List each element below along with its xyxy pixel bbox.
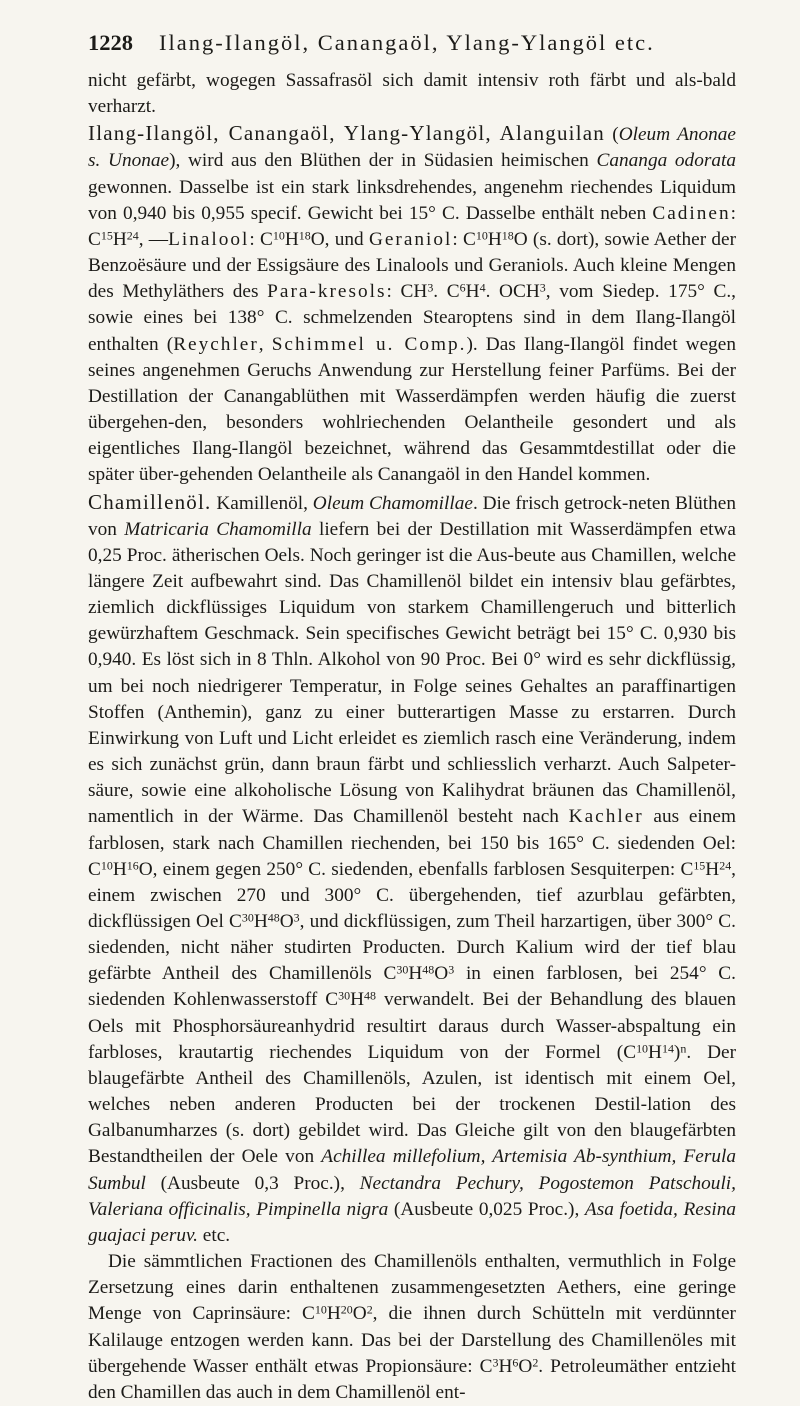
text-run: ), wird aus den Blüthen der in Südasien heimischen — [169, 150, 597, 172]
text-run: , — [258, 333, 272, 355]
formula-superscript: 48 — [267, 910, 280, 925]
spaced-name: Schimmel u. Comp. — [271, 333, 467, 355]
text-run: H — [112, 858, 127, 880]
text-run: , — — [138, 228, 169, 250]
text-run: . Die frisch getrock-neten Blüthen von — [88, 492, 736, 540]
formula-superscript: 3 — [539, 280, 546, 295]
formula-superscript: 10 — [100, 858, 113, 873]
text-run: . Der blaugefärbte Antheil des Chamillenöls, Azulen, ist identisch mit einem Oel, welches neben anderen Producten bei der trockenen Destil-lation des Galbanumharzes (s. dort) gebildet wird. Das Gleiche gilt von den blaugefärbten Bestandtheilen der Oele von — [88, 1041, 737, 1168]
text-run: O, und — [310, 228, 369, 250]
formula-superscript: 48 — [422, 962, 435, 977]
text-run: : C — [452, 228, 476, 250]
text-run: ( — [604, 124, 619, 146]
text-run: O — [352, 1303, 367, 1325]
formula-superscript: 3 — [293, 910, 300, 925]
formula-superscript: 14 — [661, 1041, 674, 1056]
formula-superscript: 2 — [532, 1355, 539, 1370]
formula-superscript: 30 — [396, 962, 409, 977]
formula-superscript: n — [680, 1041, 687, 1056]
formula-superscript: 18 — [298, 228, 311, 243]
spaced-name: Linalool — [168, 228, 250, 250]
formula-superscript: 18 — [501, 228, 514, 243]
text-run: nicht gefärbt, wogegen Sassafrasöl sich damit intensiv roth färbt und als-bald verharzt. — [88, 70, 736, 118]
text-run: H — [487, 228, 502, 250]
text-run: Die sämmtlichen Fractionen des Chamillenöls enthalten, vermuthlich in Folge Zersetzung eines darin enthaltenen zusammengesetzten Aethers, eine geringe Menge von Caprinsäure: C — [88, 1251, 736, 1325]
body-text — [88, 68, 736, 1406]
formula-superscript: 10 — [636, 1041, 649, 1056]
formula-superscript: 10 — [272, 228, 285, 243]
italic-text: Oleum Anonae s. Unonae — [88, 124, 736, 172]
text-run: H — [648, 1041, 662, 1063]
spaced-name: Reychler — [173, 333, 259, 355]
italic-text: Matricaria Chamomilla — [124, 518, 312, 540]
formula-superscript: 15 — [693, 858, 706, 873]
text-run: (Ausbeute 0,025 Proc.), — [388, 1198, 585, 1220]
running-head: Ilang-Ilangöl, Canangaöl, Ylang-Ylangöl etc. — [159, 30, 655, 55]
spaced-name: Kachler — [568, 806, 644, 828]
text-run: gewonnen. Dasselbe ist ein stark linksdrehendes, angenehm riechendes Liquidum von 0,940 bis 0,955 specif. Gewicht bei 15° C. Dasselbe enthält neben — [88, 176, 736, 224]
text-run: ) — [673, 1041, 681, 1063]
formula-superscript: 6 — [459, 280, 466, 295]
text-run: in einen farblosen, bei 254° C. siedenden Kohlenwasserstoff C — [88, 963, 736, 1011]
formula-superscript: 30 — [241, 910, 254, 925]
formula-superscript: 6 — [512, 1355, 519, 1370]
text-run: H — [408, 963, 423, 985]
text-run: H — [498, 1355, 513, 1377]
text-run: verwandelt. Bei der Behandlung des blauen Oels mit Phosphorsäureanhydrid resultirt daraus durch Wasser-abspaltung ein farbloses, krautartig riechendes Liquidum von der Formel (C — [88, 989, 736, 1063]
text-run: O (s. dort), sowie Aether der Benzoësäure und der Essigsäure des Linalools und Geraniols. Auch kleine Mengen des Methyläthers des — [88, 228, 736, 303]
formula-superscript: 48 — [364, 989, 376, 1004]
text-run: O — [279, 911, 294, 932]
text-run: O, einem gegen 250° C. siedenden, ebenfalls farblosen Sesquiterpen: C — [138, 858, 694, 880]
formula-superscript: 24 — [719, 858, 732, 873]
text-run: . C — [433, 281, 460, 303]
formula-superscript: 15 — [100, 228, 113, 243]
formula-superscript: 10 — [475, 228, 488, 243]
text-run: H — [284, 228, 299, 250]
formula-superscript: 30 — [338, 989, 351, 1004]
text-run: : C — [249, 228, 273, 250]
text-run: : C — [88, 202, 736, 250]
text-run: etc. — [197, 1224, 231, 1246]
text-run: : CH — [386, 281, 428, 303]
text-run: Kamillenöl, — [211, 492, 313, 514]
section-heading: Chamillenöl. — [88, 489, 212, 514]
formula-superscript: 4 — [479, 280, 486, 295]
italic-text: Asa foetida, Resina guajaci peruv. — [88, 1198, 736, 1246]
text-run: H — [112, 228, 127, 250]
page-header — [88, 30, 744, 56]
text-run: H — [326, 1303, 341, 1325]
italic-text: Cananga odorata — [596, 150, 736, 172]
section-heading: Ilang-Ilangöl, Canangaöl, Ylang-Ylangöl, Alanguilan — [88, 121, 605, 146]
page-number: 1228 — [88, 30, 133, 55]
text-run: ). Das Ilang-Ilangöl findet wegen seines angenehmen Geruchs Anwendung zur Herstellung feiner Parfüms. Bei der Destillation der Canangablüthen mit Wasserdämpfen werden häufig die zuerst übergehen-den, besonders wohlriechenden Oelantheile gesondert und als eigentliches Ilang-Ilangöl bezeichnet, während das Gesammtdestillat oder die später über-gehenden Oelantheile als Canangaöl in den Handel kommen. — [88, 333, 736, 486]
spaced-name: Cadinen — [652, 202, 731, 224]
text-run: , die ihnen durch Schütteln mit verdünnter Kalilauge entzogen werden kann. Das bei der Darstellung des Chamillenöles mit übergehende Wasser enthält etwas Propionsäure: C — [88, 1303, 736, 1377]
text-run: , einem zwischen 270 und 300° C. übergehenden, tief azurblau gefärbten, dickflüssigen Oel C — [88, 858, 736, 932]
formula-superscript: 20 — [340, 1302, 353, 1317]
text-run: . OCH — [485, 281, 540, 303]
text-run: H — [350, 989, 365, 1011]
text-run: . Petroleumäther entzieht den Chamillen das auch in dem Chamillenöl ent- — [88, 1355, 736, 1403]
formula-superscript: 3 — [448, 962, 455, 977]
text-run: aus einem farblosen, stark nach Chamillen riechenden, bei 150 bis 165° C. siedenden Oel: C — [88, 806, 736, 880]
formula-superscript: 10 — [314, 1302, 327, 1317]
spaced-name: Para-kresols — [267, 281, 387, 303]
formula-superscript: 2 — [366, 1302, 373, 1317]
text-run: H — [705, 858, 720, 880]
formula-superscript: 24 — [126, 228, 139, 243]
spaced-name: Geraniol — [368, 228, 453, 250]
paragraph — [88, 1249, 736, 1406]
paragraph — [88, 120, 736, 488]
text-run: , und dickflüssigen, zum Theil harzartigen, über 300° C. siedenden, nicht näher studirten Producten. Durch Kalium wird der tief blau gefärbte Antheil des Chamillenöls C — [88, 911, 736, 985]
text-run: H — [253, 911, 268, 932]
paragraph — [88, 489, 736, 1250]
italic-text: Oleum Chamomillae — [312, 492, 473, 514]
text-run: H — [465, 281, 480, 303]
text-run: O — [434, 963, 449, 985]
text-run: liefern bei der Destillation mit Wasserdämpfen etwa 0,25 Proc. ätherischen Oels. Noch geringer ist die Aus-beute aus Chamillen, welche längere Zeit aufbewahrt sind. Das Chamillenöl bildet ein intensiv blau gefärbtes, ziemlich dickflüssiges Liquidum von starkem Chamillengeruch und bitterlich gewürzhaftem Geschmack. Sein specifisches Gewicht beträgt bei 15° C. 0,930 bis 0,940. Es löst sich in 8 Thln. Alkohol von 90 Proc. Bei 0° wird es sehr dickflüssig, um bei noch niedrigerer Temperatur, in Folge seines Gehaltes an paraffinartigen Stoffen (Anthemin), ganz zu einer butterartigen Masse zu erstarren. Durch Einwirkung von Luft und Licht erleidet es ziemlich rasch eine Veränderung, indem es sich zunächst grün, dann braun färbt und schliesslich verharzt. Auch Salpeter-säure, sowie eine alkoholische Lösung von Kalihydrat bräunen das Chamillenöl, namentlich in der Wärme. Das Chamillenöl besteht nach — [88, 518, 736, 828]
text-run: , vom Siedep. 175° C., sowie eines bei 138° C. schmelzenden Stearoptens sind in dem Ilang-Ilangöl enthalten ( — [88, 281, 736, 355]
text-run: O — [518, 1355, 533, 1377]
text-run: (Ausbeute 0,3 Proc.), — [145, 1172, 360, 1194]
formula-superscript: 3 — [427, 280, 434, 295]
italic-text: Achillea millefolium, Artemisia Ab-synthium, Ferula Sumbul — [88, 1146, 736, 1194]
italic-text: Nectandra Pechury, Pogostemon Patschouli, Valeriana officinalis, Pimpinella nigra — [88, 1172, 736, 1220]
formula-superscript: 3 — [492, 1355, 499, 1370]
formula-superscript: 16 — [126, 858, 139, 873]
paragraph — [88, 68, 736, 120]
